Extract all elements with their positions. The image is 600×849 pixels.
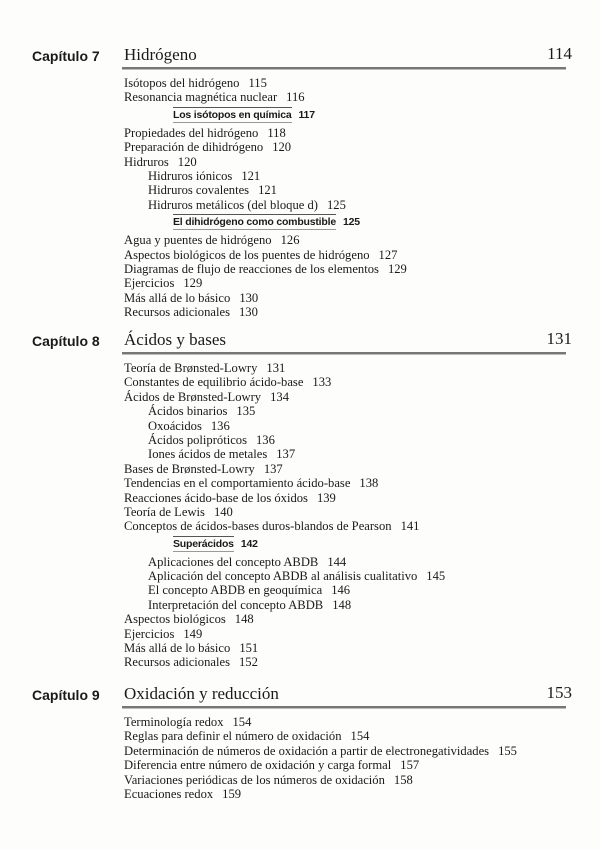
toc-feature-box (0, 105, 600, 126)
entry-title: Hidruros iónicos (148, 168, 233, 183)
entry-title: Teoría de Brønsted-Lowry (124, 361, 258, 375)
toc-subentry (0, 447, 600, 461)
toc-feature-box (0, 212, 600, 233)
toc-entry (0, 90, 600, 104)
chapter-page-number: 114 (547, 44, 572, 63)
entry-title: El concepto ABDB en geoquímica (148, 583, 323, 598)
toc-entry (0, 305, 600, 319)
entry-title: Teoría de Lewis (124, 504, 205, 519)
entry-page: 115 (248, 76, 267, 90)
entry-page: 117 (298, 108, 315, 121)
entry-title: Agua y puentes de hidrógeno (124, 233, 272, 248)
toc-entry (0, 291, 600, 305)
toc-entry (0, 361, 600, 375)
entry-title: Bases de Brønsted-Lowry (124, 461, 255, 476)
entry-page: 125 (342, 216, 360, 229)
entry-title: Resonancia magnética nuclear (124, 90, 278, 105)
entry-page: 137 (276, 447, 296, 462)
entry-title: Variaciones periódicas de los números de oxidación (124, 772, 385, 787)
toc-entry (0, 627, 600, 641)
entry-page: 142 (240, 537, 258, 550)
entry-title: Iones ácidos de metales (148, 447, 268, 462)
entry-title: Constantes de equilibrio ácido-base (124, 375, 304, 390)
toc-entry (0, 729, 600, 743)
entry-title: Superácidos (173, 537, 234, 550)
entry-page: 141 (400, 519, 420, 534)
toc-entry (0, 276, 600, 290)
toc-entry (0, 155, 600, 169)
chapter-label: Capítulo 9 (32, 687, 100, 703)
toc-entries (0, 353, 600, 670)
toc-subentry (0, 198, 600, 212)
entry-page: 151 (239, 641, 259, 656)
entry-page: 133 (312, 375, 332, 390)
toc-entry (0, 491, 600, 505)
entry-title: Hidruros metálicos (del bloque d) (148, 197, 318, 212)
chapter-page-number: 153 (546, 683, 572, 702)
entry-title: Conceptos de ácidos-bases duros-blandos de Pearson (124, 519, 392, 534)
entry-title: Tendencias en el comportamiento ácido-base (124, 476, 351, 491)
entry-page: 144 (327, 554, 347, 569)
entry-title: Propiedades del hidrógeno (124, 125, 259, 140)
toc-subentry (0, 404, 600, 418)
toc-entry (0, 262, 600, 276)
chapter-9 (0, 683, 600, 801)
entry-title: Reglas para definir el número de oxidación (124, 729, 342, 744)
chapter-label: Capítulo 7 (32, 48, 100, 64)
entry-page: 126 (280, 233, 300, 248)
chapter-rule (122, 706, 566, 709)
entry-page: 129 (387, 261, 407, 276)
entry-page: 130 (238, 305, 258, 320)
entry-page: 149 (183, 626, 203, 641)
toc-entry (0, 505, 600, 519)
toc-subentry (0, 569, 600, 583)
entry-page: 121 (241, 168, 261, 183)
entry-page: 130 (239, 290, 259, 305)
entry-title: Determinación de números de oxidación a partir de electronegatividades (124, 743, 490, 758)
toc-entry (0, 655, 600, 669)
toc-subentry (0, 419, 600, 433)
chapter-page-number: 131 (546, 329, 572, 348)
entry-title: Aplicación del concepto ABDB al análisis cualitativo (148, 569, 418, 584)
entry-title: Ejercicios (124, 626, 175, 641)
entry-page: 154 (232, 715, 252, 729)
entry-title: Ácidos binarios (148, 404, 228, 419)
entry-page: 116 (286, 90, 305, 105)
entry-title: Recursos adicionales (124, 655, 230, 670)
toc-entry (0, 715, 600, 729)
toc-entry (0, 462, 600, 476)
entry-title: Interpretación del concepto ABDB (148, 597, 324, 612)
chapter-header (0, 683, 600, 707)
toc-feature-box (0, 534, 600, 555)
entry-page: 120 (177, 154, 197, 169)
chapter-7 (0, 44, 600, 319)
entry-page: 120 (272, 140, 292, 155)
entry-page: 136 (210, 418, 230, 433)
entry-page: 159 (222, 786, 242, 801)
toc-entry (0, 744, 600, 758)
chapter-label: Capítulo 8 (32, 333, 100, 349)
entry-title: Aspectos biológicos de los puentes de hidrógeno (124, 247, 370, 262)
toc-subentry (0, 169, 600, 183)
entry-title: Ácidos polipróticos (148, 432, 247, 447)
entry-title: Hidruros (124, 154, 169, 169)
entry-title: Reacciones ácido-base de los óxidos (124, 490, 308, 505)
entry-page: 157 (400, 758, 420, 773)
entry-page: 148 (234, 612, 254, 627)
toc-subentry (0, 555, 600, 569)
toc-entry (0, 126, 600, 140)
entry-title: Isótopos del hidrógeno (124, 76, 240, 90)
entry-page: 129 (183, 276, 203, 291)
toc-subentry (0, 433, 600, 447)
entry-page: 155 (498, 743, 517, 758)
toc-entry (0, 248, 600, 262)
entry-title: Preparación de dihidrógeno (124, 140, 264, 155)
entry-page: 146 (331, 583, 351, 598)
entry-page: 145 (426, 569, 446, 584)
entry-page: 139 (316, 490, 336, 505)
entry-title: Oxoácidos (148, 418, 202, 433)
entry-page: 134 (270, 389, 289, 404)
entry-page: 152 (238, 655, 258, 670)
entry-page: 138 (359, 476, 379, 491)
toc-entry (0, 641, 600, 655)
entry-title: Ecuaciones redox (124, 786, 214, 801)
toc-entry (0, 76, 600, 90)
entry-title: Diagramas de flujo de reacciones de los elementos (124, 261, 379, 276)
entry-title: Más allá de lo básico (124, 290, 231, 305)
toc-entry (0, 758, 600, 772)
entry-title: Más allá de lo básico (124, 641, 231, 656)
entry-page: 121 (258, 183, 277, 198)
toc-entries (0, 68, 600, 319)
entry-title: Ácidos de Brønsted-Lowry (124, 389, 262, 404)
toc-entry (0, 519, 600, 533)
entry-page: 131 (266, 361, 286, 375)
toc-entries (0, 707, 600, 801)
toc-entry (0, 390, 600, 404)
entry-title: Terminología redox (124, 715, 224, 729)
entry-page: 118 (267, 125, 286, 140)
chapter-title: Oxidación y reducción (124, 684, 279, 703)
toc-entry (0, 787, 600, 801)
toc-entry (0, 476, 600, 490)
toc-entry (0, 612, 600, 626)
toc-entry (0, 140, 600, 154)
toc-subentry (0, 583, 600, 597)
entry-title: Diferencia entre número de oxidación y carga formal (124, 758, 392, 773)
chapter-rule (122, 352, 566, 355)
entry-page: 158 (393, 772, 413, 787)
entry-title: Ejercicios (124, 276, 175, 291)
entry-page: 127 (378, 247, 398, 262)
toc-entry (0, 375, 600, 389)
toc-subentry (0, 183, 600, 197)
entry-page: 125 (326, 197, 346, 212)
chapter-title: Hidrógeno (124, 45, 197, 64)
chapter-rule (122, 67, 566, 70)
entry-title: Recursos adicionales (124, 305, 230, 320)
chapter-header (0, 329, 600, 353)
toc-entry (0, 773, 600, 787)
toc-entry (0, 233, 600, 247)
entry-page: 148 (332, 597, 352, 612)
entry-page: 136 (256, 432, 275, 447)
chapter-header (0, 44, 600, 68)
toc-subentry (0, 598, 600, 612)
entry-page: 154 (350, 729, 370, 744)
entry-title: Aspectos biológicos (124, 612, 226, 627)
entry-title: Aplicaciones del concepto ABDB (148, 554, 319, 569)
entry-title: El dihidrógeno como combustible (173, 216, 336, 229)
entry-page: 140 (213, 504, 233, 519)
entry-title: Los isótopos en química (173, 108, 292, 121)
entry-page: 137 (263, 461, 283, 476)
entry-title: Hidruros covalentes (148, 183, 250, 198)
chapter-8 (0, 329, 600, 670)
entry-page: 135 (236, 404, 256, 419)
chapter-title: Ácidos y bases (124, 330, 226, 349)
